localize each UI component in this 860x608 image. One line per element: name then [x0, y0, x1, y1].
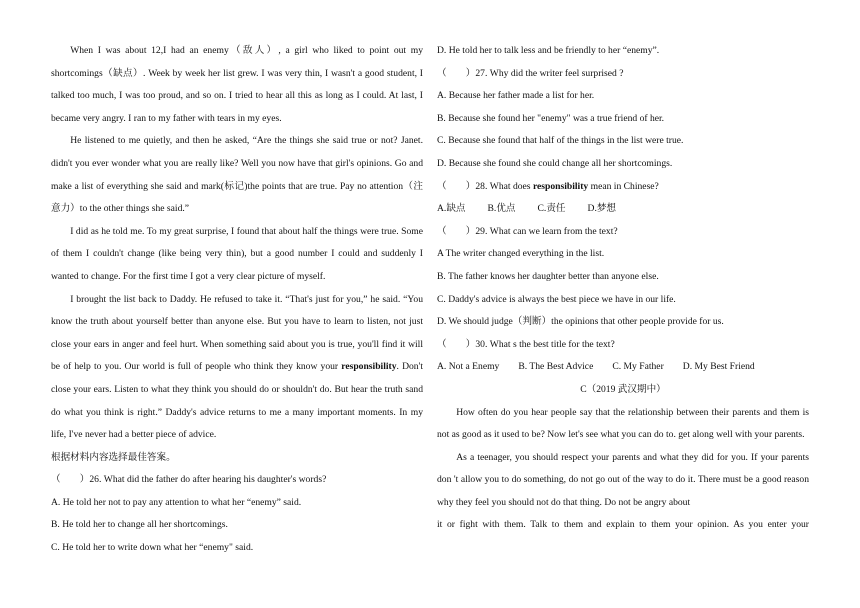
left-column [51, 40, 423, 560]
passage-b [51, 40, 423, 447]
question-29-option-c[interactable]: C. Daddy's advice is always the best piece we have in our life. [437, 293, 676, 305]
question-28-option-b[interactable]: B.优点 [487, 203, 516, 215]
question-29-text: 29. What can we learn from the text? [475, 225, 618, 237]
question-28-option-d[interactable]: D.梦想 [587, 203, 617, 215]
question-30-option-b[interactable]: B. The Best Advice [518, 361, 594, 373]
question-29-option-d[interactable]: D. We should judge（判断）the opinions that other people provide for us. [437, 316, 724, 328]
question-28-text-a: 28. What does [475, 180, 533, 192]
answer-blank-28[interactable]: （ ） [437, 180, 476, 192]
question-27-stem [437, 63, 809, 86]
passage-c-paragraph-2: As a teenager, you should respect your parents and what they did for you. If your parents don 't allow you to do something, do not go out of the way to do it. There must be a good reason why they feel you should not do that thing. Do not be angry about [437, 451, 809, 508]
question-28-stem [437, 176, 809, 199]
passage-paragraph-1: When I was about 12,I had an enemy（敌人）, a girl who liked to point out my shortcomings（缺点）. Week by week her list grew. I was very thin, I wasn't a good student, I talked too much, I was too proud, and so on. I tried to hear all this as long as I could. At last, I became very angry. I ran to my father with tears in my eyes. [51, 45, 423, 124]
passage-c [437, 402, 809, 515]
answer-blank-27[interactable]: （ ） [437, 67, 476, 79]
answer-blank-26[interactable]: （ ） [51, 474, 90, 486]
question-28-text-b: mean in Chinese? [588, 180, 659, 192]
question-30-stem [437, 334, 809, 357]
passage-c-continuation: it or fight with them. Talk to them and explain to them your opinion. As you enter your [437, 519, 809, 531]
paragraph-4-text-a: I brought the list back to Daddy. He refused to take it. “That's just for you,” he said. “You know the truth about yourself better than anyone else. But you have to learn to listen, not just close your ears in anger and feel hurt. When something said about you is true, you'll find it will be of help to you. Our world is full of people who think they know your [51, 293, 423, 373]
question-28-keyword: responsibility [532, 180, 589, 192]
question-30-option-c[interactable]: C. My Father [612, 361, 664, 373]
question-30-option-a[interactable]: A. Not a Enemy [437, 361, 500, 373]
question-28-option-a[interactable]: A.缺点 [437, 203, 466, 215]
question-29-option-b[interactable]: B. The father knows her daughter better than anyone else. [437, 270, 659, 282]
question-27-option-d[interactable]: D. Because she found she could change all her shortcomings. [437, 157, 673, 169]
paragraph-4-text-b: . Don't close your ears. Listen to what they think you should do or shouldn't do. But hear the truth sand do what you think is right.” Daddy's advice returns to me a many important moments. In my life, I've never had a better piece of advice. [51, 361, 423, 441]
passage-paragraph-3: I did as he told me. To my great surprise, I found that about half the things were true. Some of them I couldn't change (like being very thin), but a good number I could and suddenly I wanted to change. For the first time I got a very clear picture of myself. [51, 225, 423, 282]
question-27-option-b[interactable]: B. Because she found her "enemy" was a true friend of her. [437, 112, 665, 124]
passage-c-paragraph-1: How often do you hear people say that the relationship between their parents and them is not as good as it used to be? Now let's see what you can do to. get along well with your parents. [437, 406, 809, 441]
question-29-stem [437, 221, 809, 244]
answer-blank-30[interactable]: （ ） [437, 338, 476, 350]
question-26-text: 26. What did the father do after hearing his daughter's words? [89, 474, 327, 486]
passage-paragraph-4 [51, 289, 423, 447]
question-29-option-a[interactable]: A The writer changed everything in the list. [437, 248, 605, 260]
question-30-text: 30. What s the best title for the text? [475, 338, 615, 350]
question-26-option-a[interactable]: A. He told her not to pay any attention to what her “enemy” said. [51, 496, 302, 508]
question-28-option-c[interactable]: C.责任 [537, 203, 566, 215]
question-30-options [437, 356, 809, 379]
question-26-option-c[interactable]: C. He told her to write down what her “enemy" said. [51, 542, 254, 554]
question-27-option-a[interactable]: A. Because her father made a list for her. [437, 90, 595, 102]
question-26-stem [51, 469, 423, 492]
question-27-text: 27. Why did the writer feel surprised ? [475, 67, 624, 79]
passage-paragraph-2: He listened to me quietly, and then he asked, “Are the things she said true or not? Janet. didn't you ever wonder what you are really like? Well you now have that girl's opinions. Go and make a list of everything she said and mark(标记)the points that are true. Pay no attention（注意力）to the other things she said.” [51, 135, 423, 215]
instruction: 根据材料内容选择最佳答案。 [51, 451, 176, 463]
keyword-responsibility: responsibility [341, 361, 397, 373]
question-26-option-b[interactable]: B. He told her to change all her shortcomings. [51, 519, 228, 531]
question-27-option-c[interactable]: C. Because she found that half of the things in the list were true. [437, 135, 684, 147]
answer-blank-29[interactable]: （ ） [437, 225, 476, 237]
question-26-option-d[interactable]: D. He told her to talk less and be friendly to her “enemy”. [437, 45, 660, 56]
right-column [437, 40, 809, 537]
section-c-heading: C（2019 武汉期中） [580, 383, 666, 395]
question-30-option-d[interactable]: D. My Best Friend [682, 361, 755, 373]
question-28-options [437, 198, 809, 221]
